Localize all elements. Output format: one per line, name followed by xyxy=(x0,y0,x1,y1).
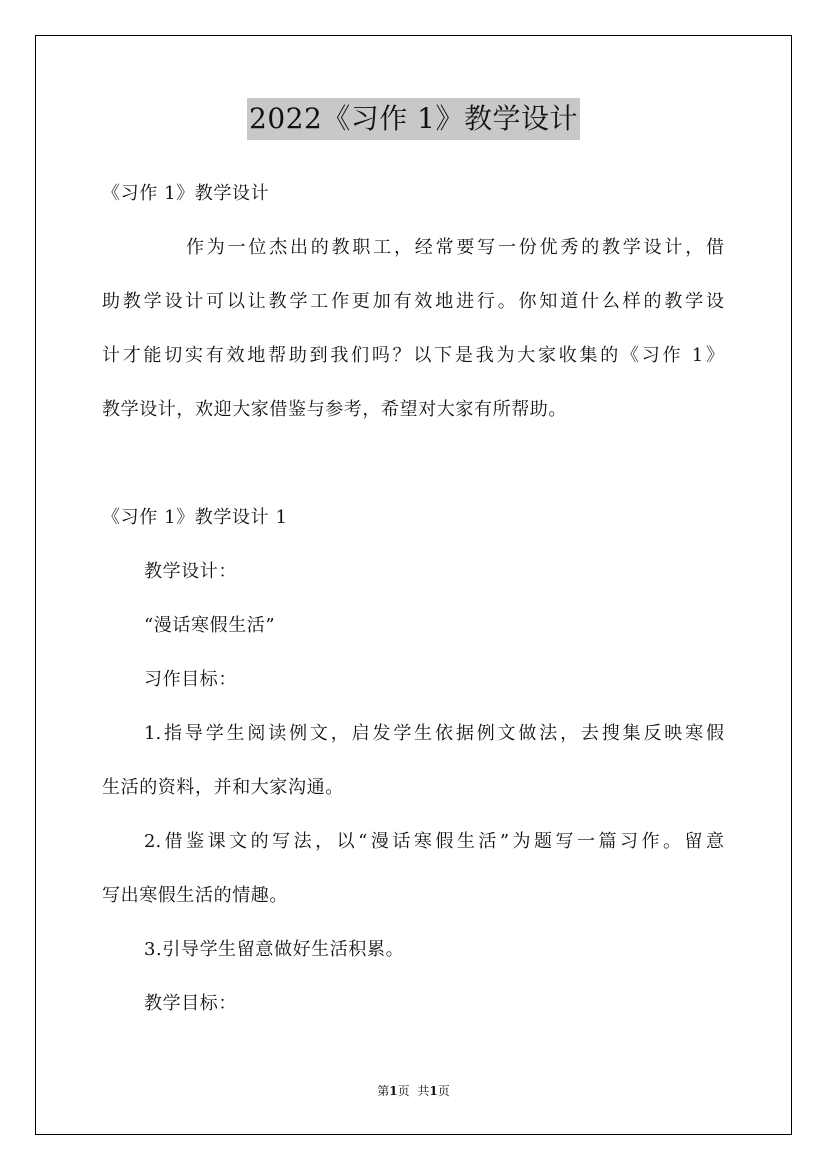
topic-line: “漫话寒假生活” xyxy=(144,615,276,636)
section-heading: 《习作 1》教学设计 1 xyxy=(102,507,288,528)
goal-1-line-1: 1.指导学生阅读例文，启发学生依据例文做法，去搜集反映寒假 xyxy=(144,723,724,744)
goal-3-line: 3.引导学生留意做好生活积累。 xyxy=(144,939,405,960)
footer-page-suffix: 页 xyxy=(397,1084,410,1098)
footer-page-number: 1 xyxy=(389,1084,398,1098)
intro-line-2: 助教学设计可以让教学工作更加有效地进行。你知道什么样的教学设 xyxy=(102,291,724,312)
goal-1-line-2: 生活的资料，并和大家沟通。 xyxy=(102,777,344,798)
intro-line-1: 作为一位杰出的教职工，经常要写一份优秀的教学设计，借 xyxy=(186,237,724,258)
intro-line-3: 计才能切实有效地帮助到我们吗？以下是我为大家收集的《习作 1》 xyxy=(102,345,724,366)
goal-2-line-2: 写出寒假生活的情趣。 xyxy=(102,885,288,906)
design-label: 教学设计： xyxy=(144,561,237,582)
page-footer xyxy=(0,1083,827,1099)
goals-label: 习作目标： xyxy=(144,669,237,690)
footer-page-prefix: 第 xyxy=(377,1084,390,1098)
goal-2-line-1: 2.借鉴课文的写法，以“漫话寒假生活”为题写一篇习作。留意 xyxy=(144,831,724,852)
document-subtitle: 《习作 1》教学设计 xyxy=(102,183,270,204)
footer-total-prefix: 共 xyxy=(417,1084,430,1098)
footer-total-number: 1 xyxy=(429,1084,438,1098)
footer-total-suffix: 页 xyxy=(437,1084,450,1098)
document-title: 2022《习作 1》教学设计 xyxy=(247,98,580,140)
teaching-goals-label: 教学目标： xyxy=(144,993,237,1014)
title-container xyxy=(0,98,827,140)
intro-line-4: 教学设计，欢迎大家借鉴与参考，希望对大家有所帮助。 xyxy=(102,399,567,420)
